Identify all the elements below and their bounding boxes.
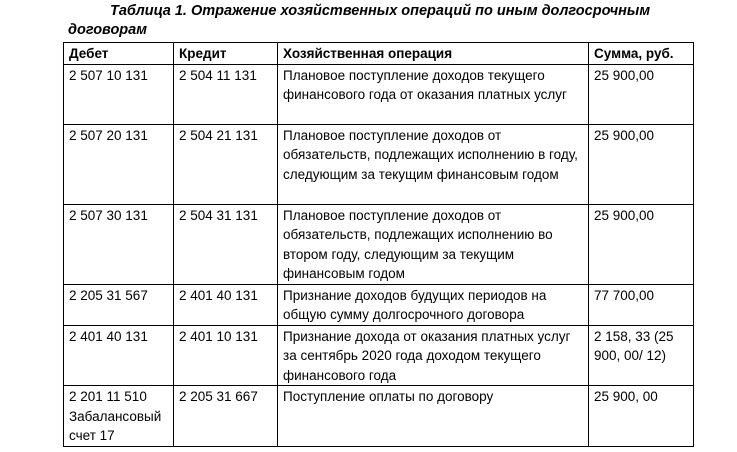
cell-amount: 2 158, 33 (25 900, 00/ 12)	[589, 325, 694, 386]
table-header-row	[64, 43, 694, 65]
cell-amount: 25 900,00	[589, 124, 694, 204]
cell-operation: Плановое поступление доходов от обязательств, подлежащих исполнению во втором году, следующим за текущим финансовым годом	[278, 204, 589, 284]
cell-debit: 2 401 40 131	[64, 325, 174, 386]
cell-operation: Поступление оплаты по договору	[278, 386, 589, 447]
cell-credit: 2 504 11 131	[174, 64, 278, 124]
cell-amount: 77 700,00	[589, 284, 694, 325]
caption-line-1: Таблица 1. Отражение хозяйственных операций по иным долгосрочным	[110, 3, 651, 19]
cell-credit: 2 504 21 131	[174, 124, 278, 204]
caption-line-2: договорам	[68, 22, 147, 38]
cell-credit: 2 504 31 131	[174, 204, 278, 284]
table-row	[64, 124, 694, 204]
cell-amount: 25 900, 00	[589, 386, 694, 447]
cell-debit-note: Забалансовый счет 17	[69, 408, 162, 443]
operations-table	[63, 42, 694, 447]
cell-operation: Признание доходов будущих периодов на общую сумму долгосрочного договора	[278, 284, 589, 325]
cell-operation: Признание дохода от оказания платных услуг за сентябрь 2020 года доходом текущего финансового года	[278, 325, 589, 386]
header-debit: Дебет	[64, 43, 174, 65]
table-row	[64, 386, 694, 447]
cell-amount: 25 900,00	[589, 204, 694, 284]
cell-debit: 2 507 10 131	[64, 64, 174, 124]
cell-operation: Плановое поступление доходов от обязательств, подлежащих исполнению в году, следующим за текущим финансовым годом	[278, 124, 589, 204]
table-row	[64, 204, 694, 284]
table-row	[64, 325, 694, 386]
cell-credit: 2 205 31 667	[174, 386, 278, 447]
cell-debit: 2 205 31 567	[64, 284, 174, 325]
cell-operation: Плановое поступление доходов текущего финансового года от оказания платных услуг	[278, 64, 589, 124]
table-caption	[68, 2, 708, 40]
cell-debit	[64, 386, 174, 447]
table-row	[64, 284, 694, 325]
cell-credit: 2 401 10 131	[174, 325, 278, 386]
cell-debit-account: 2 201 11 510	[69, 389, 147, 404]
header-operation: Хозяйственная операция	[278, 43, 589, 65]
cell-debit: 2 507 30 131	[64, 204, 174, 284]
table-row	[64, 64, 694, 124]
cell-credit: 2 401 40 131	[174, 284, 278, 325]
header-credit: Кредит	[174, 43, 278, 65]
cell-debit: 2 507 20 131	[64, 124, 174, 204]
cell-amount: 25 900,00	[589, 64, 694, 124]
header-amount: Сумма, руб.	[589, 43, 694, 65]
